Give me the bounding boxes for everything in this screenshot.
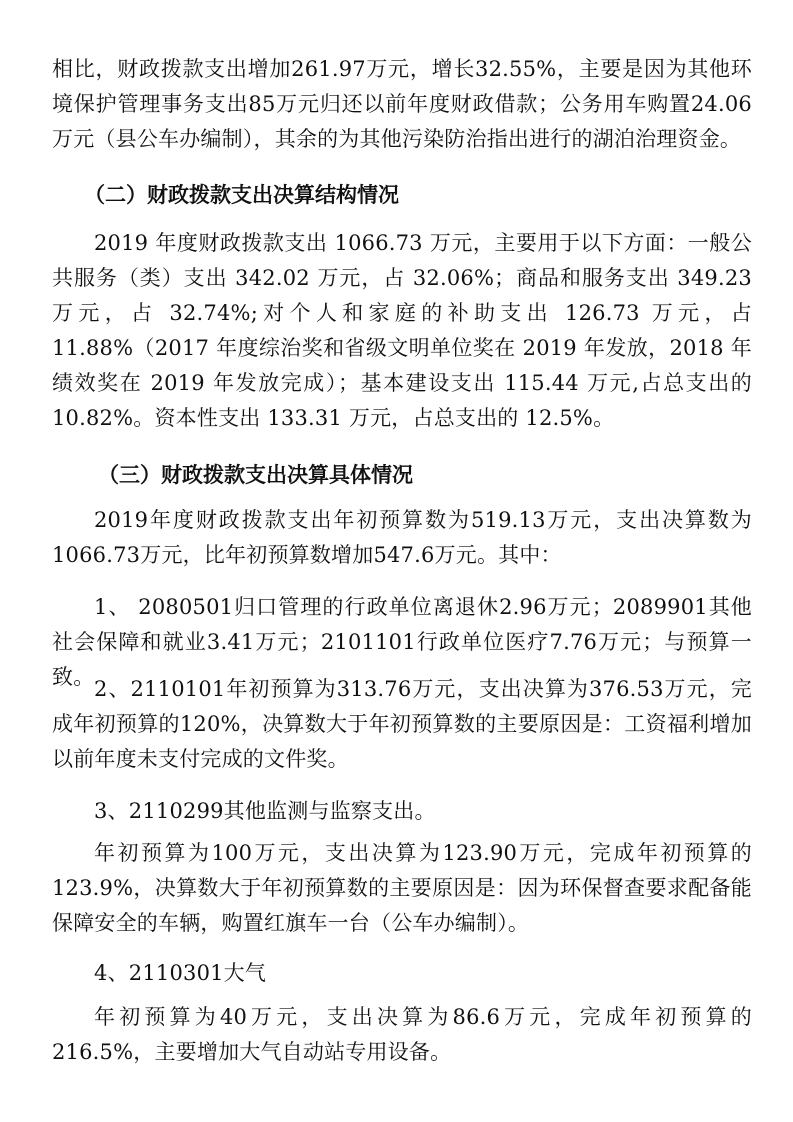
paragraph-structure: 2019 年度财政拨款支出 1066.73 万元，主要用于以下方面：一般公共服务（类）支出 342.02 万元，占 32.06%；商品和服务支出 349.23 万元，占 32.74%;对个人和家庭的补助支出 126.73 万元，占 11.88%（2017 年度综治奖和省级文明单位奖在 2019 年发放，2018 年绩效奖在 2019 年发放完成）；基本建设支出 115.44 万元,占总支出的 10.82%。资本性支出 133.31 万元，占总支出的 12.5%。 (52, 231, 752, 430)
paragraph-item-3-title: 3、2110299其他监测与监察支出。 (94, 799, 436, 823)
section-heading-3: （三）财政拨款支出决算具体情况 (98, 463, 413, 487)
paragraph-item-4-title: 4、2110301大气 (94, 961, 267, 985)
paragraph-continuation: 相比，财政拨款支出增加261.97万元，增长32.55%，主要是因为其他环境保护管理事务支出85万元归还以前年度财政借款；公务用车购置24.06万元（县公车办编制），其余的为其他污染防治指出进行的湖泊治理资金。 (52, 57, 752, 151)
paragraph-item-2: 2、2110101年初预算为313.76万元，支出决算为376.53万元，完成年初预算的120%，决算数大于年初预算数的主要原因是：工资福利增加以前年度未支付完成的文件奖。 (52, 677, 752, 771)
paragraph-item-1: 1、 2080501归口管理的行政单位离退休2.96万元；2089901其他社会保障和就业3.41万元；2101101行政单位医疗7.76万元；与预算一致。 (52, 595, 752, 689)
paragraph-item-4-detail: 年初预算为40万元，支出决算为86.6万元，完成年初预算的216.5%，主要增加大气自动站专用设备。 (52, 1005, 752, 1064)
paragraph-item-3-detail: 年初预算为100万元，支出决算为123.90万元，完成年初预算的123.9%，决算数大于年初预算数的主要原因是：因为环保督查要求配备能保障安全的车辆，购置红旗车一台（公车办编制）。 (52, 841, 752, 935)
paragraph-budget-overview: 2019年度财政拨款支出年初预算数为519.13万元，支出决算数为1066.73万元，比年初预算数增加547.6万元。其中： (52, 508, 752, 567)
section-heading-2: （二）财政拨款支出决算结构情况 (84, 183, 399, 207)
